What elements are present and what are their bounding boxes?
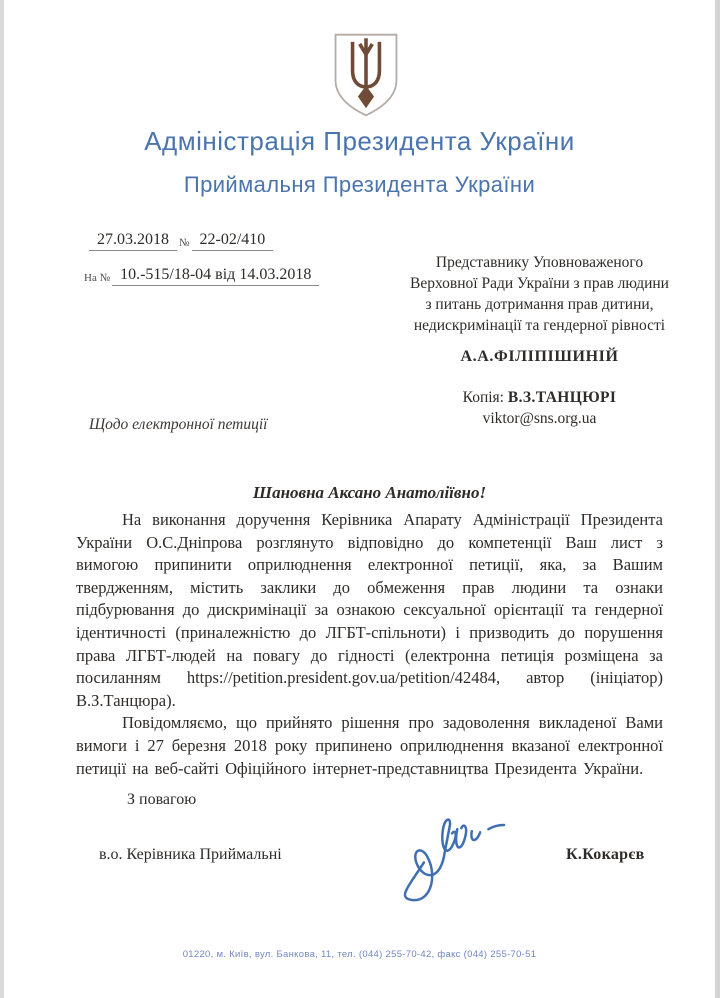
organization-name: Адміністрація Президента України [144, 126, 575, 156]
copy-recipient-row [382, 387, 697, 408]
salutation: Шановна Аксано Анатоліївно! [252, 483, 487, 502]
copy-label: Копія: [462, 389, 504, 406]
signer-position: в.о. Керівника Приймальні [99, 846, 282, 863]
letter-body [76, 509, 663, 780]
signer-name: К.Кокарєв [566, 846, 645, 863]
closing-regards: З повагою [127, 791, 197, 808]
reply-label: На № [84, 272, 111, 284]
letter-number: 22-02/410 [192, 231, 274, 251]
ukraine-trident-emblem-icon [328, 32, 404, 118]
addressee-block [382, 252, 697, 429]
subject-line: Щодо електронної петиції [89, 416, 268, 433]
addressee-line: Представнику Уповноваженого [435, 254, 644, 271]
addressee-name: А.А.ФІЛІПІШИНІЙ [460, 348, 619, 365]
addressee-line: недискримінації та гендерної рівності [413, 317, 666, 334]
number-label: № [179, 237, 190, 249]
addressee-line: Верховної Ради України з прав людини [410, 275, 669, 292]
organization-subname: Приймальня Президента України [183, 172, 536, 197]
letter-date: 27.03.2018 [89, 231, 177, 251]
handwritten-signature [386, 798, 516, 902]
body-paragraph-1: На виконання доручення Керівника Апарату Адміністрації Президента України О.С.Дніпрова розглянуто відповідно до компетенції Ваш лист з вимогою припинити оприлюднення електронної петиції, яка, за Вашим твердженням, містить заклики до обмеження прав людини та ознаки підбурювання до дискримінації за ознакою сексуальної орієнтації та гендерної ідентичності (приналежністю до ЛГБТ-спільноти) і призводить до порушення права ЛГБТ-людей на повагу до гідності (електронна петиція розміщена за посиланням https://petition.president.gov.ua/petition/42484, автор (ініціатор) В.З.Танцюра). [76, 510, 663, 710]
outgoing-reference-row [89, 231, 273, 249]
reply-reference: 10.-515/18-04 від 14.03.2018 [112, 266, 319, 286]
copy-recipient-name: В.З.ТАНЦЮРІ [507, 389, 617, 406]
copy-recipient-email: viktor@sns.org.ua [482, 410, 597, 427]
footer-address: 01220, м. Київ, вул. Банкова, 11, тел. (044) 255-70-42, факс (044) 255-70-51 [182, 949, 537, 960]
addressee-line: з питань дотримання прав дитини, [425, 296, 654, 313]
incoming-reference-row [82, 266, 319, 284]
body-paragraph-2: Повідомляємо, що прийнято рішення про задоволення викладеної Вами вимоги і 27 березня 2018 року припинено оприлюднення вказаної електронної петиції на веб-сайті Офіційного інтернет-представництва Президента України. [76, 713, 663, 778]
